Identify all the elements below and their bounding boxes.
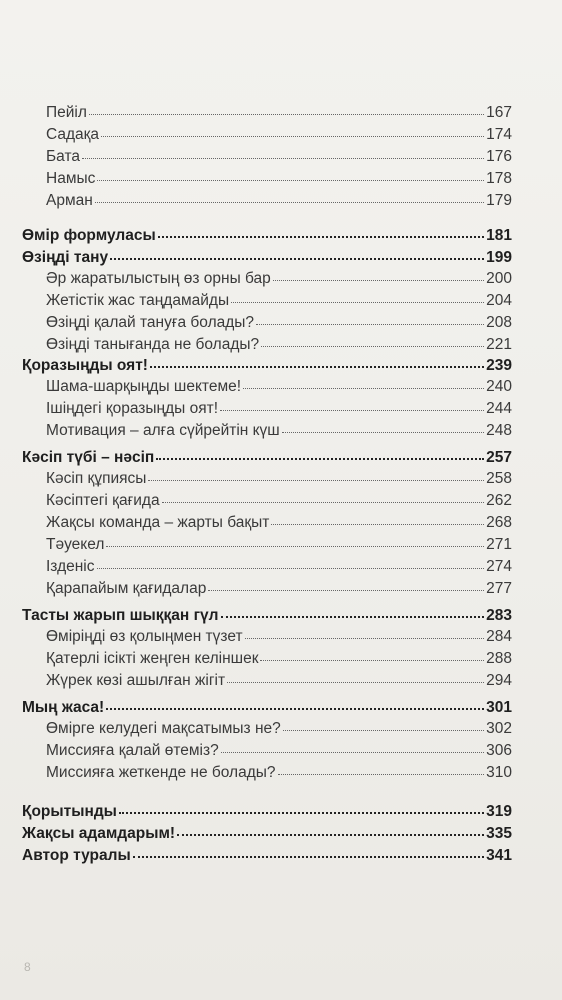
toc-title: Жүрек көзі ашылған жігіт (46, 672, 226, 689)
toc-title: Қатерлі ісікті жеңген келіншек (46, 650, 259, 667)
dot-leader (82, 142, 484, 159)
toc-chapter (22, 842, 512, 864)
toc-chapter (22, 352, 512, 374)
toc-entry (46, 466, 512, 488)
toc-title: Тасты жарып шыққан гүл (22, 607, 219, 624)
toc-page-number: 221 (486, 336, 512, 353)
dot-leader (95, 186, 484, 203)
toc-title: Өзіңді тану (22, 249, 109, 266)
dot-leader (101, 120, 484, 137)
toc-page-number: 277 (486, 580, 512, 597)
dot-leader (221, 600, 485, 618)
toc-title: Тәуекел (46, 536, 105, 553)
toc-page-number: 239 (486, 357, 512, 374)
toc-title: Пейіл (46, 104, 87, 121)
toc-title: Мотивация – алға сүйрейтін күш (46, 422, 280, 439)
toc-page-number: 244 (486, 400, 512, 417)
toc-entry (46, 188, 512, 210)
toc-title: Өмір формуласы (22, 227, 156, 244)
dot-leader (231, 286, 484, 303)
toc-title: Ішіңдегі қоразыңды оят! (46, 400, 218, 417)
toc-entry (46, 122, 512, 144)
toc-entry (46, 100, 512, 122)
toc-entry (46, 510, 512, 532)
toc-title: Кәсіптегі қағида (46, 492, 160, 509)
toc-page-number: 306 (486, 742, 512, 759)
toc-chapter (22, 602, 512, 624)
dot-leader (119, 796, 484, 814)
toc-title: Арман (46, 192, 93, 209)
dot-leader (227, 666, 484, 683)
toc-page-number: 179 (486, 192, 512, 209)
toc-page-number: 271 (486, 536, 512, 553)
toc-title: Жетістік жас таңдамайды (46, 292, 230, 309)
dot-leader (278, 758, 485, 775)
dot-leader (158, 220, 484, 238)
dot-leader (220, 394, 484, 411)
toc-entry (46, 554, 512, 576)
toc-title: Әр жаратылыстың өз орны бар (46, 270, 271, 287)
toc-page-number: 240 (486, 378, 512, 395)
toc-page-number: 301 (486, 699, 512, 716)
dot-leader (256, 308, 484, 325)
toc-title: Өміріңді өз қолыңмен түзет (46, 628, 243, 645)
dot-leader (150, 350, 484, 368)
dot-leader (89, 98, 484, 115)
toc-title: Жақсы команда – жарты бақыт (46, 514, 270, 531)
toc-entry (46, 266, 512, 288)
toc-chapter (22, 244, 512, 266)
toc-page-number: 176 (486, 148, 512, 165)
dot-leader (260, 644, 484, 661)
toc-page-number: 167 (486, 104, 512, 121)
dot-leader (97, 164, 484, 181)
dot-leader (156, 442, 484, 460)
toc-title: Кәсіп құпиясы (46, 470, 147, 487)
toc-page-number: 258 (486, 470, 512, 487)
toc-title: Бата (46, 148, 80, 165)
toc-entry (46, 310, 512, 332)
dot-leader (148, 464, 484, 481)
toc-page-number: 283 (486, 607, 512, 624)
toc-title: Намыс (46, 170, 96, 187)
dot-leader (133, 840, 484, 858)
toc-page-number: 284 (486, 628, 512, 645)
toc-page-number: 181 (486, 227, 512, 244)
toc-page-number: 341 (486, 847, 512, 864)
toc-title: Қорытынды (22, 803, 117, 820)
toc-entry (46, 144, 512, 166)
toc-page-number: 178 (486, 170, 512, 187)
toc-chapter (22, 694, 512, 716)
toc-page-number: 268 (486, 514, 512, 531)
dot-leader (97, 552, 485, 569)
toc-entry (46, 760, 512, 782)
toc-page-number: 335 (486, 825, 512, 842)
toc-title: Ізденіс (46, 558, 95, 575)
toc-page-number: 274 (486, 558, 512, 575)
toc-entry (46, 532, 512, 554)
toc-title: Қоразыңды оят! (22, 357, 148, 374)
dot-leader (177, 818, 484, 836)
dot-leader (271, 508, 484, 525)
toc-title: Шама-шарқыңды шектеме! (46, 378, 242, 395)
toc-title: Мың жаса! (22, 699, 105, 716)
toc-title: Миссияға жеткенде не болады? (46, 764, 276, 781)
dot-leader (208, 574, 484, 591)
toc-entry (46, 624, 512, 646)
toc-title: Өмірге келудегі мақсатымыз не? (46, 720, 281, 737)
toc-page-number: 200 (486, 270, 512, 287)
toc-title: Қарапайым қағидалар (46, 580, 207, 597)
toc-page-number: 208 (486, 314, 512, 331)
toc-title: Садақа (46, 126, 100, 143)
dot-leader (110, 242, 484, 260)
toc-entry (46, 488, 512, 510)
toc-page-number: 248 (486, 422, 512, 439)
toc-chapter (22, 444, 512, 466)
dot-leader (243, 372, 484, 389)
dot-leader (273, 264, 484, 281)
toc-chapter (22, 798, 512, 820)
toc-title: Кәсіп түбі – нәсіп (22, 449, 155, 466)
toc-entry (46, 288, 512, 310)
toc-page-number: 257 (486, 449, 512, 466)
dot-leader (282, 416, 484, 433)
toc-page-number: 204 (486, 292, 512, 309)
dot-leader (245, 622, 485, 639)
toc-entry (46, 668, 512, 690)
toc-page-number: 288 (486, 650, 512, 667)
toc-page-number: 302 (486, 720, 512, 737)
toc-entry (46, 396, 512, 418)
toc-entry (46, 418, 512, 440)
toc-chapter (22, 820, 512, 842)
toc-page-number: 319 (486, 803, 512, 820)
dot-leader (221, 736, 484, 753)
toc-title: Автор туралы (22, 847, 131, 864)
dot-leader (162, 486, 485, 503)
toc-title: Миссияға қалай өтеміз? (46, 742, 219, 759)
toc-title: Өзіңді танығанда не болады? (46, 336, 260, 353)
toc-page-number: 310 (486, 764, 512, 781)
toc-page-number: 262 (486, 492, 512, 509)
toc-page-number: 294 (486, 672, 512, 689)
toc-chapter (22, 222, 512, 244)
toc-entry (46, 646, 512, 668)
page-number-marker: 8 (24, 960, 31, 974)
toc-entry (46, 716, 512, 738)
dot-leader (261, 330, 484, 347)
toc-page-number: 174 (486, 126, 512, 143)
toc-entry (46, 166, 512, 188)
toc-entry (46, 374, 512, 396)
toc-title: Өзіңді қалай тануға болады? (46, 314, 255, 331)
dot-leader (106, 530, 484, 547)
dot-leader (283, 714, 484, 731)
toc-page-number: 199 (486, 249, 512, 266)
toc-entry (46, 576, 512, 598)
toc-title: Жақсы адамдарым! (22, 825, 176, 842)
toc-entry (46, 738, 512, 760)
dot-leader (106, 692, 484, 710)
